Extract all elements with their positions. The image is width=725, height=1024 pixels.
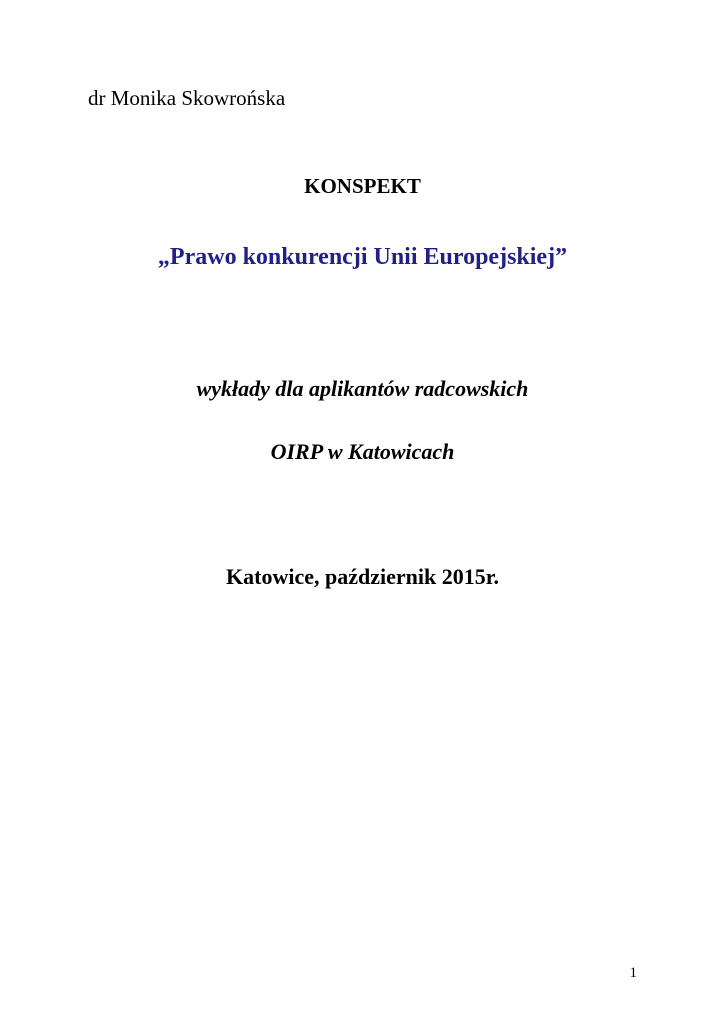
place-date-line: Katowice, październik 2015r. xyxy=(226,564,499,589)
page-content xyxy=(88,0,637,613)
document-subtitle-organization: OIRP w Katowicach xyxy=(270,439,455,464)
author-line: dr Monika Skowrońska xyxy=(88,86,286,110)
document-heading: KONSPEKT xyxy=(304,174,421,198)
document-title: „Prawo konkurencji Unii Europejskiej” xyxy=(157,244,568,270)
page-number: 1 xyxy=(629,965,637,981)
document-subtitle-lectures: wykłady dla aplikantów radcowskich xyxy=(196,376,529,401)
